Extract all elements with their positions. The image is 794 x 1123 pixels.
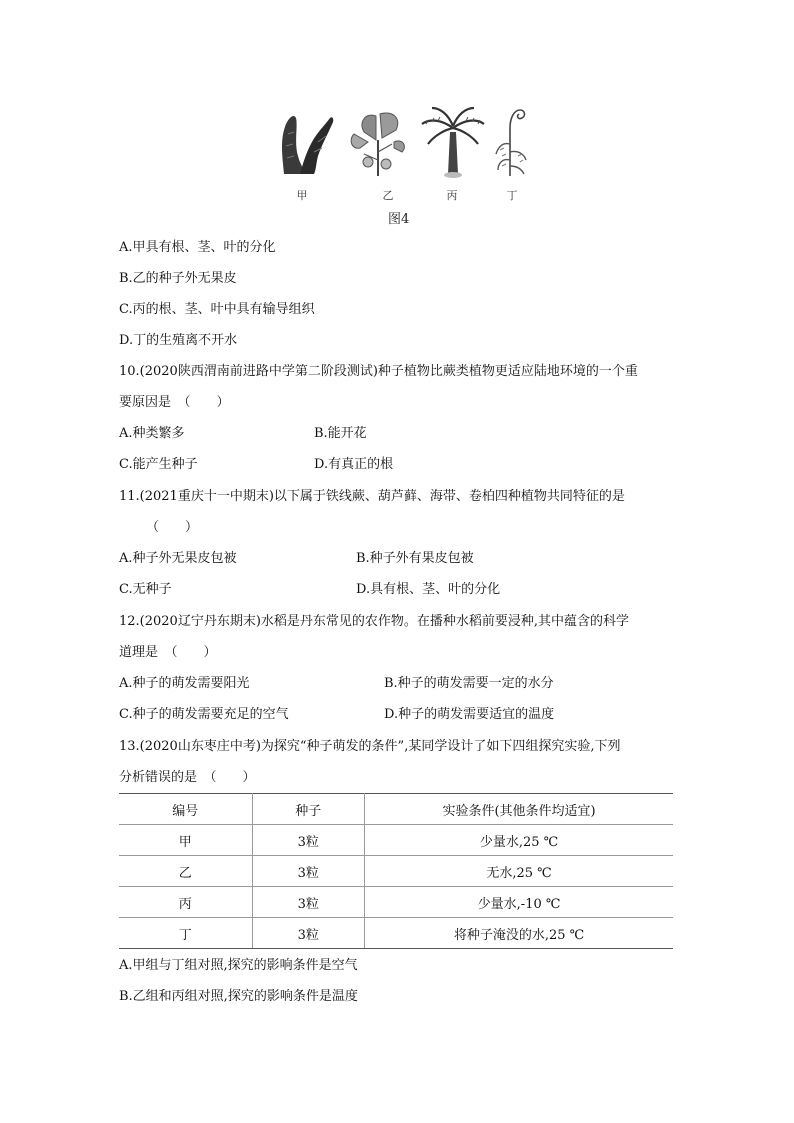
tree-fern-illustration bbox=[420, 104, 486, 179]
q13-option-a: A.甲组与丁组对照,探究的影响条件是空气 bbox=[119, 958, 358, 973]
table-row bbox=[119, 918, 673, 949]
table-cell: 3粒 bbox=[252, 887, 365, 918]
q12-stem-line1: 12.(2020辽宁丹东期末)水稻是丹东常见的农作物。在播种水稻前要浸种,其中蕴含的科学 bbox=[119, 614, 630, 629]
q11-option-c: C.无种子 bbox=[119, 582, 172, 597]
q10-option-a: A.种类繁多 bbox=[119, 426, 185, 441]
q11-option-b: B.种子外有果皮包被 bbox=[356, 551, 474, 566]
q9-option-d: D.丁的生殖离不开水 bbox=[119, 333, 238, 348]
figure-caption: 图4 bbox=[388, 212, 410, 227]
q11-stem-line1: 11.(2021重庆十一中期末)以下属于铁线蕨、葫芦藓、海带、卷柏四种植物共同特征的是 bbox=[119, 489, 625, 504]
table-cell: 3粒 bbox=[252, 856, 365, 887]
table-row bbox=[119, 825, 673, 856]
q10-stem-line2: 要原因是 （ ） bbox=[119, 395, 230, 410]
q12-option-c: C.种子的萌发需要充足的空气 bbox=[119, 707, 289, 722]
q10-option-d: D.有真正的根 bbox=[314, 457, 394, 472]
q12-stem-line2: 道理是 （ ） bbox=[119, 645, 217, 660]
table-cell: 3粒 bbox=[252, 825, 365, 856]
table-cell: 将种子淹没的水,25 ℃ bbox=[365, 918, 673, 949]
figure-label-bing: 丙 bbox=[446, 189, 458, 202]
table-cell: 3粒 bbox=[252, 918, 365, 949]
figure-label-yi: 乙 bbox=[382, 189, 394, 202]
table-header-cell: 编号 bbox=[119, 794, 252, 825]
table-cell: 无水,25 ℃ bbox=[365, 856, 673, 887]
q11-option-a: A.种子外无果皮包被 bbox=[119, 551, 237, 566]
experiment-table bbox=[119, 793, 673, 949]
q11-stem-line2: （ ） bbox=[146, 520, 199, 535]
q11-option-d: D.具有根、茎、叶的分化 bbox=[356, 582, 501, 597]
table-cell: 丁 bbox=[119, 918, 252, 949]
q12-option-b: B.种子的萌发需要一定的水分 bbox=[384, 676, 554, 691]
table-cell: 丙 bbox=[119, 887, 252, 918]
fern-illustration bbox=[492, 104, 530, 179]
q9-option-b: B.乙的种子外无果皮 bbox=[119, 271, 237, 286]
table-cell: 少量水,25 ℃ bbox=[365, 825, 673, 856]
q12-option-a: A.种子的萌发需要阳光 bbox=[119, 676, 250, 691]
q9-option-c: C.丙的根、茎、叶中具有输导组织 bbox=[119, 302, 315, 317]
table-header-cell: 实验条件(其他条件均适宜) bbox=[365, 794, 673, 825]
ginkgo-illustration bbox=[346, 104, 412, 179]
table-cell: 乙 bbox=[119, 856, 252, 887]
figure-label-jia: 甲 bbox=[296, 189, 308, 202]
table-header-cell: 种子 bbox=[252, 794, 365, 825]
table-row bbox=[119, 856, 673, 887]
q13-stem-line1: 13.(2020山东枣庄中考)为探究“种子萌发的条件”,某同学设计了如下四组探究实验,下列 bbox=[119, 739, 621, 754]
q10-option-b: B.能开花 bbox=[314, 426, 367, 441]
q13-option-b: B.乙组和丙组对照,探究的影响条件是温度 bbox=[119, 989, 358, 1004]
q13-stem-line2: 分析错误的是 （ ） bbox=[119, 770, 256, 785]
q12-option-d: D.种子的萌发需要适宜的温度 bbox=[384, 707, 555, 722]
plant-figure bbox=[270, 104, 530, 229]
q10-option-c: C.能产生种子 bbox=[119, 457, 198, 472]
table-cell: 少量水,-10 ℃ bbox=[365, 887, 673, 918]
q9-option-a: A.甲具有根、茎、叶的分化 bbox=[119, 240, 276, 255]
table-cell: 甲 bbox=[119, 825, 252, 856]
table-row bbox=[119, 887, 673, 918]
kelp-illustration bbox=[278, 104, 338, 179]
q10-stem-line1: 10.(2020陕西渭南前进路中学第二阶段测试)种子植物比蕨类植物更适应陆地环境的一个重 bbox=[119, 364, 638, 379]
figure-label-ding: 丁 bbox=[506, 189, 518, 202]
table-header-row bbox=[119, 794, 673, 825]
